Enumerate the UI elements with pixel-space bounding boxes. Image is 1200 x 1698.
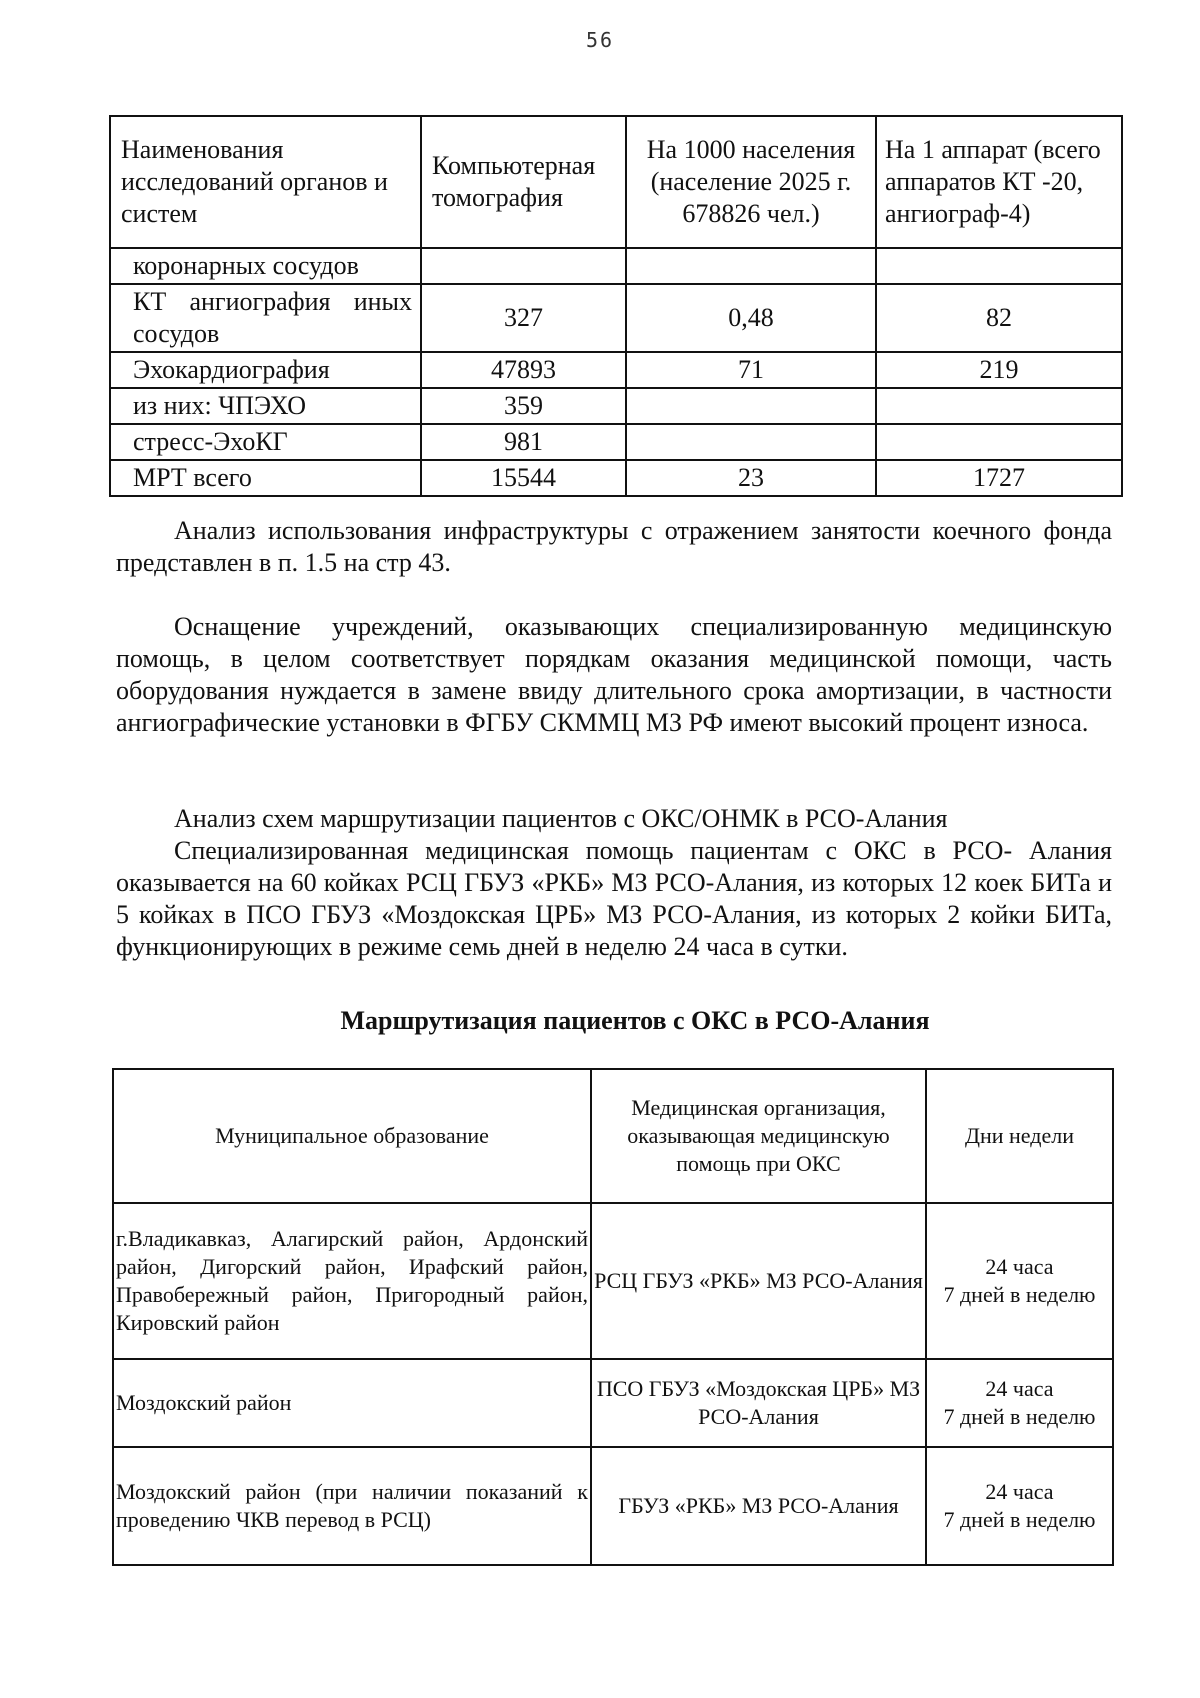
row-days: 7 дней в неделю — [943, 1404, 1096, 1429]
row-name: КТ ангиография иных сосудов — [110, 284, 421, 352]
row-name: стресс-ЭхоКГ — [110, 424, 421, 460]
row-per-device: 219 — [876, 352, 1122, 388]
row-per-1000 — [626, 248, 876, 284]
paragraph-text: Анализ схем маршрутизации пациентов с ОКС/ОНМК в РСО-Алания — [174, 804, 948, 833]
paragraph-equipment — [116, 611, 1112, 739]
table-header-row — [110, 116, 1122, 248]
table-row — [110, 424, 1122, 460]
row-organization: ПСО ГБУЗ «Моздокская ЦРБ» МЗ РСО-Алания — [591, 1359, 926, 1447]
row-per-device: 82 — [876, 284, 1122, 352]
table-row — [110, 388, 1122, 424]
header-per-device: На 1 аппарат (всего аппаратов КТ -20, ангиограф-4) — [876, 116, 1122, 248]
row-name: Эхокардиография — [110, 352, 421, 388]
table-row — [110, 284, 1122, 352]
table-row — [113, 1447, 1113, 1565]
paragraph-infrastructure — [116, 515, 1112, 579]
row-schedule — [926, 1203, 1113, 1359]
row-ct: 327 — [421, 284, 626, 352]
paragraph-text: Специализированная медицинская помощь пациентам с ОКС в РСО- Алания оказывается на 60 койках РСЦ ГБУЗ «РКБ» МЗ РСО-Алания, из которых 12 коек БИТа и 5 койках в ПСО ГБУЗ «Моздокская ЦРБ» МЗ РСО-Алания, из которых 2 койки БИТа, функционирующих в режиме семь дней в неделю 24 часа в сутки. — [116, 836, 1112, 961]
table-row — [113, 1203, 1113, 1359]
paragraph-text: Оснащение учреждений, оказывающих специализированную медицинскую помощь, в целом соответствует порядкам оказания медицинской помощи, часть оборудования нуждается в замене ввиду длительного срока амортизации, в частности ангиографические установки в ФГБУ СКММЦ МЗ РФ имеют высокий процент износа. — [116, 612, 1112, 737]
row-ct — [421, 248, 626, 284]
row-per-device — [876, 248, 1122, 284]
row-schedule — [926, 1359, 1113, 1447]
row-name: коронарных сосудов — [110, 248, 421, 284]
row-ct: 15544 — [421, 460, 626, 496]
paragraph-specialized-care — [116, 835, 1112, 963]
section-heading: Маршрутизация пациентов с ОКС в РСО-Алания — [340, 1006, 930, 1035]
row-per-1000: 71 — [626, 352, 876, 388]
row-ct: 359 — [421, 388, 626, 424]
paragraph-text: Анализ использования инфраструктуры с отражением занятости коечного фонда представлен в п. 1.5 на стр 43. — [116, 516, 1112, 577]
row-per-1000 — [626, 424, 876, 460]
row-hours: 24 часа — [985, 1376, 1054, 1401]
table-row — [110, 352, 1122, 388]
routing-table — [112, 1068, 1114, 1566]
row-ct: 47893 — [421, 352, 626, 388]
row-per-1000 — [626, 388, 876, 424]
header-study-name: Наименования исследований органов и систем — [110, 116, 421, 248]
row-organization: ГБУЗ «РКБ» МЗ РСО-Алания — [591, 1447, 926, 1565]
table-row — [110, 248, 1122, 284]
row-schedule — [926, 1447, 1113, 1565]
row-per-1000: 23 — [626, 460, 876, 496]
row-ct: 981 — [421, 424, 626, 460]
paragraph-routing-analysis — [116, 803, 1112, 835]
table-row — [110, 460, 1122, 496]
row-municipality: г.Владикавказ, Алагирский район, Ардонский район, Дигорский район, Ирафский район, Правобережный район, Пригородный район, Кировский район — [113, 1203, 591, 1359]
row-hours: 24 часа — [985, 1479, 1054, 1504]
header-municipality: Муниципальное образование — [113, 1069, 591, 1203]
row-organization: РСЦ ГБУЗ «РКБ» МЗ РСО-Алания — [591, 1203, 926, 1359]
header-organization: Медицинская организация, оказывающая медицинскую помощь при ОКС — [591, 1069, 926, 1203]
row-days: 7 дней в неделю — [943, 1282, 1096, 1307]
row-per-device — [876, 388, 1122, 424]
row-hours: 24 часа — [985, 1254, 1054, 1279]
page-number: 56 — [585, 28, 615, 52]
header-per-1000: На 1000 населения (население 2025 г. 678826 чел.) — [626, 116, 876, 248]
table-row — [113, 1359, 1113, 1447]
row-per-device — [876, 424, 1122, 460]
imaging-statistics-table — [109, 115, 1123, 497]
row-name: МРТ всего — [110, 460, 421, 496]
row-per-device: 1727 — [876, 460, 1122, 496]
header-ct: Компьютерная томография — [421, 116, 626, 248]
header-days: Дни недели — [926, 1069, 1113, 1203]
row-per-1000: 0,48 — [626, 284, 876, 352]
row-name: из них: ЧПЭХО — [110, 388, 421, 424]
row-days: 7 дней в неделю — [943, 1507, 1096, 1532]
row-municipality: Моздокский район — [113, 1359, 591, 1447]
table-header-row — [113, 1069, 1113, 1203]
row-municipality: Моздокский район (при наличии показаний к проведению ЧКВ перевод в РСЦ) — [113, 1447, 591, 1565]
